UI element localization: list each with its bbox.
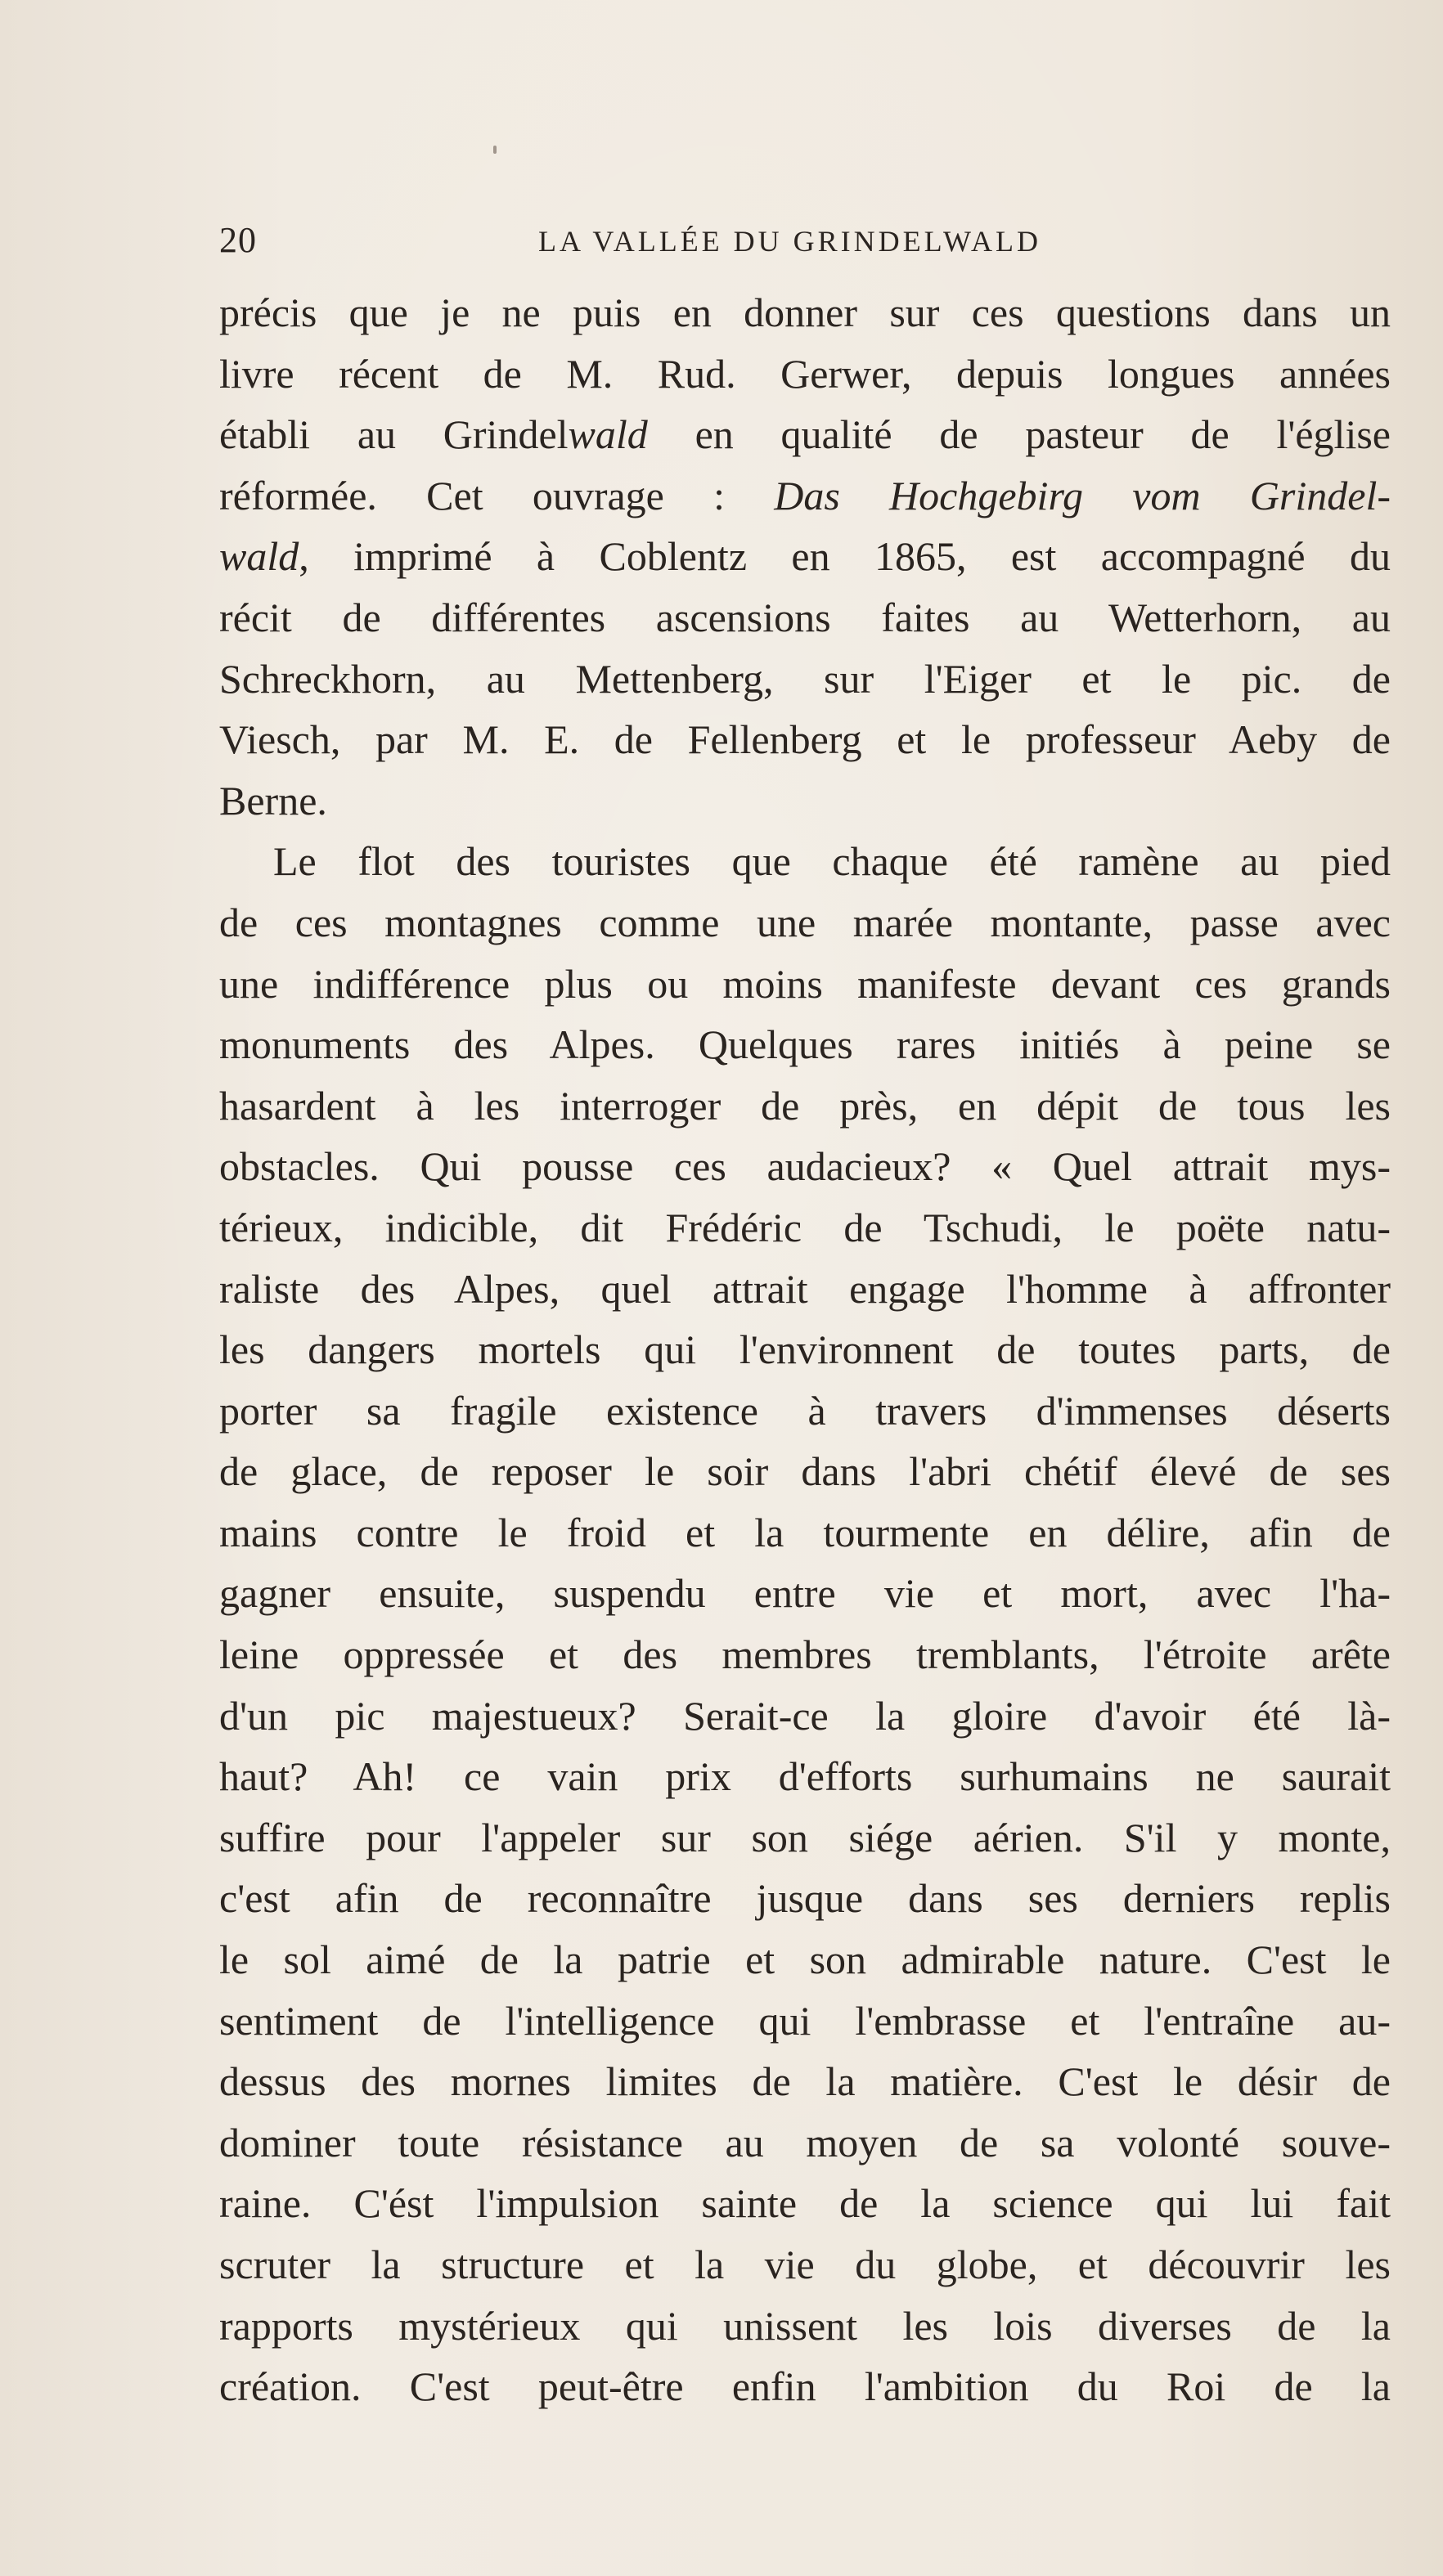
text-line: haut? Ah! ce vain prix d'efforts surhumains ne saurait bbox=[219, 1753, 1391, 1800]
text-line: sentiment de l'intelligence qui l'embrasse et l'entraîne au- bbox=[219, 1997, 1391, 2044]
text-line: Schreckhorn, au Mettenberg, sur l'Eiger et le pic. de bbox=[219, 655, 1391, 702]
text-line: les dangers mortels qui l'environnent de toutes parts, de bbox=[219, 1326, 1391, 1373]
text-line: précis que je ne puis en donner sur ces questions dans un bbox=[219, 289, 1391, 335]
text-line: rapports mystérieux qui unissent les lois diverses de la bbox=[219, 2302, 1391, 2349]
text-line: Berne. bbox=[219, 777, 327, 824]
text-line: obstacles. Qui pousse ces audacieux? « Quel attrait mys- bbox=[219, 1143, 1391, 1190]
text-line: récit de différentes ascensions faites au Wetterhorn, au bbox=[219, 594, 1391, 640]
text-line: de ces montagnes comme une marée montante, passe avec bbox=[219, 899, 1391, 945]
text-line: réformée. Cet ouvrage : Das Hochgebirg vom Grindel- bbox=[219, 472, 1391, 518]
text-line: dominer toute résistance au moyen de sa volonté souve- bbox=[219, 2119, 1391, 2165]
text-line: le sol aimé de la patrie et son admirable nature. C'est le bbox=[219, 1936, 1391, 1983]
text-line: wald, imprimé à Coblentz en 1865, est accompagné du bbox=[219, 533, 1391, 580]
text-line: suffire pour l'appeler sur son siége aérien. S'il y monte, bbox=[219, 1814, 1391, 1860]
running-title: LA VALLÉE DU GRINDELWALD bbox=[538, 225, 1041, 258]
text-line: gagner ensuite, suspendu entre vie et mort, avec l'ha- bbox=[219, 1570, 1391, 1617]
text-line: hasardent à les interroger de près, en dépit de tous les bbox=[219, 1082, 1391, 1129]
text-line: dessus des mornes limites de la matière. C'est le désir de bbox=[219, 2058, 1391, 2105]
text-line: porter sa fragile existence à travers d'immenses déserts bbox=[219, 1387, 1391, 1434]
page-number: 20 bbox=[219, 220, 257, 260]
text-line: d'un pic majestueux? Serait-ce la gloire d'avoir été là- bbox=[219, 1692, 1391, 1739]
text-line: térieux, indicible, dit Frédéric de Tschudi, le poëte natu- bbox=[219, 1204, 1391, 1250]
text-line: de glace, de reposer le soir dans l'abri chétif élevé de ses bbox=[219, 1448, 1391, 1495]
text-line: Le flot des touristes que chaque été ramène au pied bbox=[273, 838, 1391, 885]
page-header bbox=[219, 219, 1397, 268]
text-line: raine. C'ést l'impulsion sainte de la science qui lui fait bbox=[219, 2180, 1391, 2227]
text-line: mains contre le froid et la tourmente en délire, afin de bbox=[219, 1509, 1391, 1555]
text-line: leine oppressée et des membres tremblants, l'étroite arête bbox=[219, 1631, 1391, 1678]
book-title-italic: wald bbox=[568, 411, 648, 458]
text-line: établi au Grindelwald en qualité de pasteur de l'église bbox=[219, 411, 1391, 458]
book-title-italic: wald bbox=[219, 533, 299, 580]
text-line: une indifférence plus ou moins manifeste devant ces grands bbox=[219, 960, 1391, 1007]
text-line: Viesch, par M. E. de Fellenberg et le professeur Aeby de bbox=[219, 716, 1391, 763]
text-line: monuments des Alpes. Quelques rares initiés à peine se bbox=[219, 1021, 1391, 1068]
text-line: raliste des Alpes, quel attrait engage l'homme à affronter bbox=[219, 1265, 1391, 1312]
body-text bbox=[219, 282, 1391, 2417]
print-speck bbox=[493, 146, 497, 154]
text-line: c'est afin de reconnaître jusque dans ses derniers replis bbox=[219, 1875, 1391, 1922]
book-title-italic: Das Hochgebirg vom Grindel- bbox=[774, 472, 1391, 518]
text-line: livre récent de M. Rud. Gerwer, depuis longues années bbox=[219, 350, 1391, 397]
text-line: scruter la structure et la vie du globe, et découvrir les bbox=[219, 2242, 1391, 2287]
text-line: création. C'est peut-être enfin l'ambition du Roi de la bbox=[219, 2363, 1391, 2410]
